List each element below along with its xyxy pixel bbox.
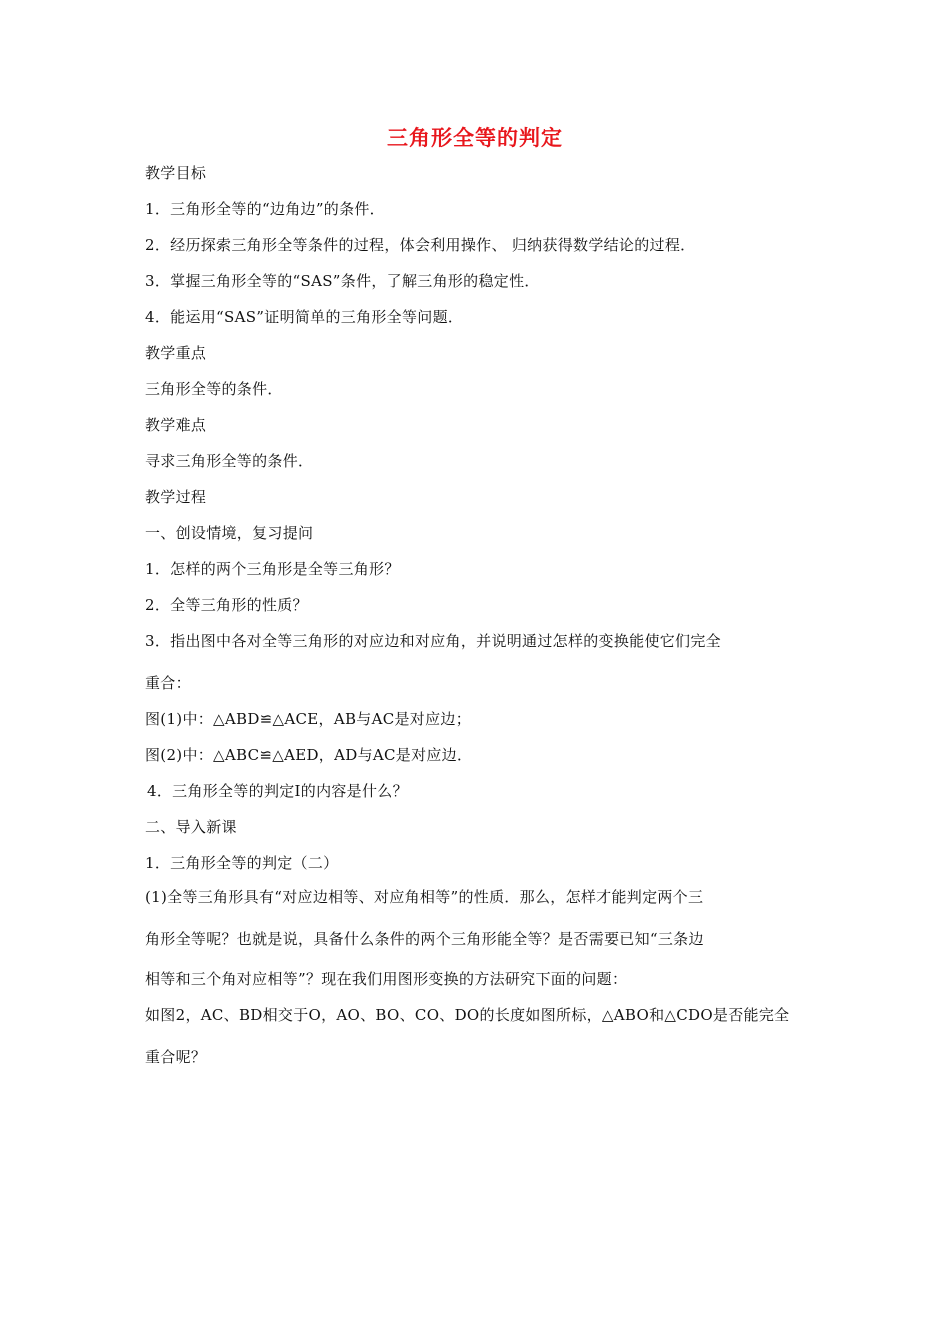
section-2-heading: 二、导入新课: [145, 818, 237, 836]
question-4: 4．三角形全等的判定Ⅰ的内容是什么？: [147, 782, 408, 800]
objective-1: 1．三角形全等的“边角边”的条件．: [145, 200, 385, 218]
paragraph-line-1: (1)全等三角形具有“对应边相等、对应角相等”的性质．那么，怎样才能判定两个三: [145, 888, 704, 906]
section-1-heading: 一、创设情境，复习提问: [145, 524, 314, 542]
heading-key-points: 教学重点: [145, 344, 207, 362]
question-3-continued: 重合：: [145, 674, 191, 692]
objective-4: 4．能运用“SAS”证明简单的三角形全等问题．: [145, 308, 464, 326]
objective-3: 3．掌握三角形全等的“SAS”条件，了解三角形的稳定性．: [145, 272, 540, 290]
objective-2: 2．经历探索三角形全等条件的过程，体会利用操作、 归纳获得数学结论的过程．: [145, 236, 696, 254]
question-3: 3．指出图中各对全等三角形的对应边和对应角，并说明通过怎样的变换能使它们完全: [145, 632, 721, 650]
subsection-1-heading: 1．三角形全等的判定（二）: [145, 854, 339, 872]
paragraph-line-3: 相等和三个角对应相等”？现在我们用图形变换的方法研究下面的问题：: [145, 970, 628, 988]
figure-1-note: 图(1)中：△ABD≌△ACE，AB与AC是对应边；: [145, 710, 471, 728]
difficulty-text: 寻求三角形全等的条件．: [145, 452, 314, 470]
paragraph-line-5: 重合呢？: [145, 1048, 207, 1066]
paragraph-line-2: 角形全等呢？也就是说，具备什么条件的两个三角形能全等？是否需要已知“三条边: [145, 930, 704, 948]
heading-objectives: 教学目标: [145, 164, 207, 182]
question-2: 2．全等三角形的性质？: [145, 596, 308, 614]
question-1: 1．怎样的两个三角形是全等三角形？: [145, 560, 400, 578]
heading-difficulties: 教学难点: [145, 416, 207, 434]
heading-process: 教学过程: [145, 488, 207, 506]
key-point-text: 三角形全等的条件．: [145, 380, 283, 398]
paragraph-line-4: 如图2，AC、BD相交于O，AO、BO、CO、DO的长度如图所标，△ABO和△CDO是否能完全: [145, 1006, 790, 1024]
document-title: 三角形全等的判定: [387, 126, 563, 150]
figure-2-note: 图(2)中：△ABC≌△AED，AD与AC是对应边．: [145, 746, 473, 764]
